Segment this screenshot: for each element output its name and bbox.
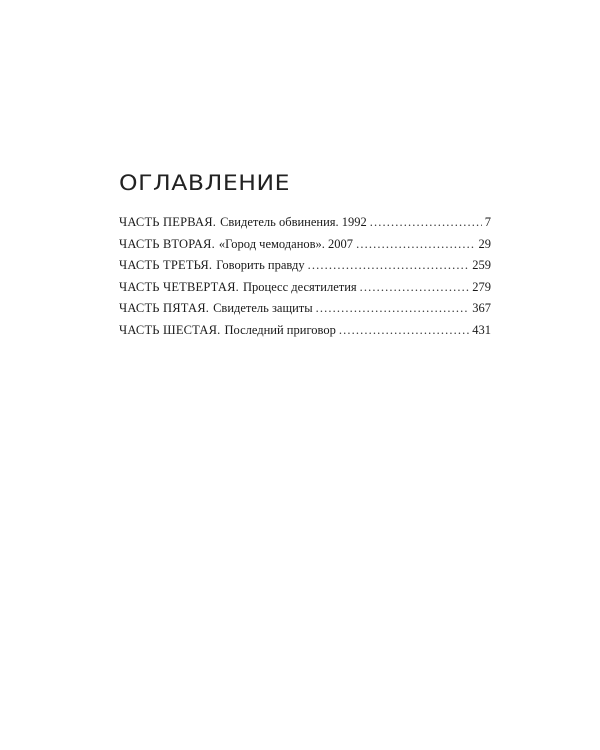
toc-dot-leader: [339, 320, 469, 342]
toc-list: [119, 212, 491, 341]
toc-entry-title: Говорить правду: [216, 258, 305, 272]
toc-entry-part-3[interactable]: [119, 255, 491, 277]
toc-entry-page-number: 259: [472, 258, 491, 272]
toc-entry-part-5[interactable]: [119, 298, 491, 320]
toc-entry-part-label: ЧАСТЬ ВТОРАЯ.: [119, 236, 215, 251]
toc-entry-page-number: 279: [472, 279, 491, 294]
toc-entry-page-number: 7: [484, 215, 491, 229]
toc-entry-part-label: ЧАСТЬ ПЯТАЯ.: [119, 301, 210, 315]
toc-entry-part-label: ЧАСТЬ ТРЕТЬЯ.: [119, 258, 213, 272]
toc-entry-part-label: ЧАСТЬ ЧЕТВЕРТАЯ.: [119, 279, 239, 294]
toc-entry-title: Последний приговор: [224, 322, 336, 337]
toc-entry-part-2[interactable]: [119, 234, 491, 256]
toc-entry-page-number: 367: [472, 301, 491, 315]
toc-entry-part-label: ЧАСТЬ ПЕРВАЯ.: [119, 215, 217, 229]
toc-dot-leader: [308, 255, 470, 277]
toc-dot-leader: [356, 234, 475, 256]
table-of-contents: [119, 170, 491, 341]
toc-entry-title: Свидетель защиты: [213, 301, 313, 315]
toc-entry-part-1[interactable]: [119, 212, 491, 234]
toc-entry-page-number: 431: [472, 322, 491, 337]
toc-entry-part-6[interactable]: [119, 320, 491, 342]
toc-dot-leader: [370, 212, 482, 234]
toc-entry-part-4[interactable]: [119, 277, 491, 299]
toc-dot-leader: [316, 298, 470, 320]
toc-entry-page-number: 29: [478, 236, 491, 251]
toc-entry-part-label: ЧАСТЬ ШЕСТАЯ.: [119, 322, 221, 337]
toc-dot-leader: [360, 277, 470, 299]
toc-heading: ОГЛАВЛЕНИЕ: [119, 171, 291, 195]
toc-entry-title: «Город чемоданов». 2007: [218, 236, 354, 251]
toc-entry-title: Процесс десятилетия: [242, 279, 357, 294]
toc-entry-title: Свидетель обвинения. 1992: [220, 215, 367, 229]
